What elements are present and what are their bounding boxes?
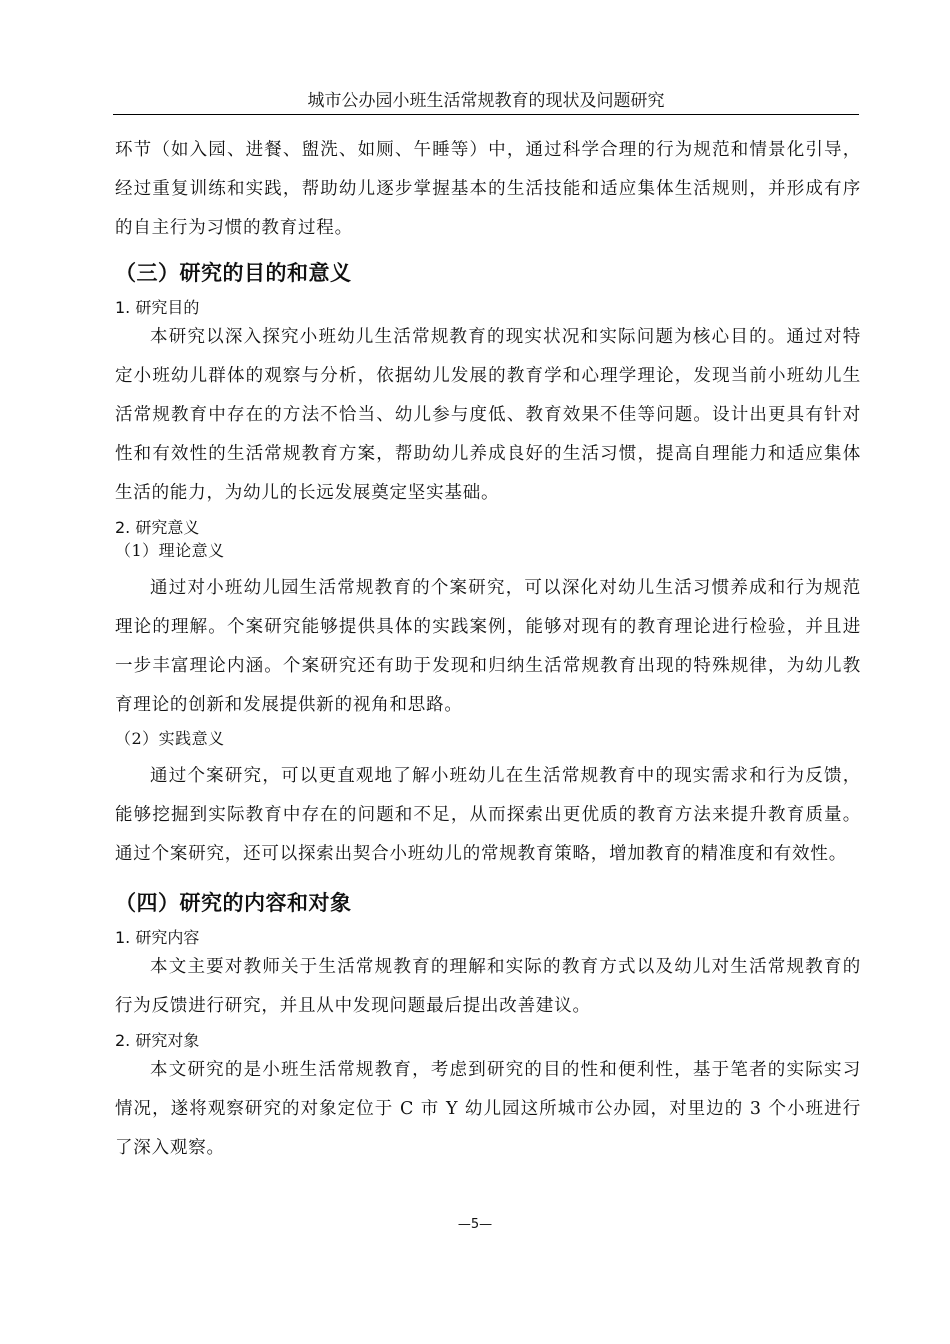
- running-header: 城市公办园小班生活常规教育的现状及问题研究: [307, 91, 665, 111]
- page-number: —5—: [457, 1217, 493, 1232]
- theory-paragraph: 通过对小班幼儿园生活常规教育的个案研究，可以深化对幼儿生活习惯养成和行为规范理论的理解。个案研究能够提供具体的实践案例，能够对现有的教育理论进行检验，并且进一步丰富理论内涵。个案研究还有助于发现和归纳生活常规教育出现的特殊规律，为幼儿教育理论的创新和发展提供新的视角和思路。: [115, 578, 861, 715]
- purpose-heading: 1. 研究目的: [115, 298, 200, 317]
- object-paragraph: 本文研究的是小班生活常规教育，考虑到研究的目的性和便利性，基于笔者的实际实习情况，遂将观察研究的对象定位于 C 市 Y 幼儿园这所城市公办园，对里边的 3 个小班进行了深入观察。: [115, 1060, 861, 1158]
- practice-heading: （2）实践意义: [115, 729, 225, 748]
- purpose-paragraph: 本研究以深入探究小班幼儿生活常规教育的现实状况和实际问题为核心目的。通过对特定小班幼儿群体的观察与分析，依据幼儿发展的教育学和心理学理论，发现当前小班幼儿生活常规教育中存在的方法不恰当、幼儿参与度低、教育效果不佳等问题。设计出更具有针对性和有效性的生活常规教育方案，帮助幼儿养成良好的生活习惯，提高自理能力和适应集体生活的能力，为幼儿的长远发展奠定坚实基础。: [115, 327, 861, 503]
- content-heading: 1. 研究内容: [115, 928, 200, 947]
- section-3-heading: （三）研究的目的和意义: [115, 261, 352, 285]
- practice-paragraph: 通过个案研究，可以更直观地了解小班幼儿在生活常规教育中的现实需求和行为反馈，能够挖掘到实际教育中存在的问题和不足，从而探索出更优质的教育方法来提升教育质量。通过个案研究，还可以探索出契合小班幼儿的常规教育策略，增加教育的精准度和有效性。: [115, 766, 861, 864]
- object-heading: 2. 研究对象: [115, 1031, 200, 1050]
- section-4-heading: （四）研究的内容和对象: [115, 891, 352, 915]
- theory-heading: （1）理论意义: [115, 541, 225, 560]
- header-rule: [113, 114, 859, 115]
- significance-heading: 2. 研究意义: [115, 518, 200, 537]
- content-paragraph: 本文主要对教师关于生活常规教育的理解和实际的教育方式以及幼儿对生活常规教育的行为反馈进行研究，并且从中发现问题最后提出改善建议。: [115, 957, 861, 1016]
- page-body: [115, 131, 861, 1168]
- intro-paragraph: 环节（如入园、进餐、盥洗、如厕、午睡等）中，通过科学合理的行为规范和情景化引导，经过重复训练和实践，帮助幼儿逐步掌握基本的生活技能和适应集体生活规则，并形成有序的自主行为习惯的教育过程。: [115, 140, 861, 238]
